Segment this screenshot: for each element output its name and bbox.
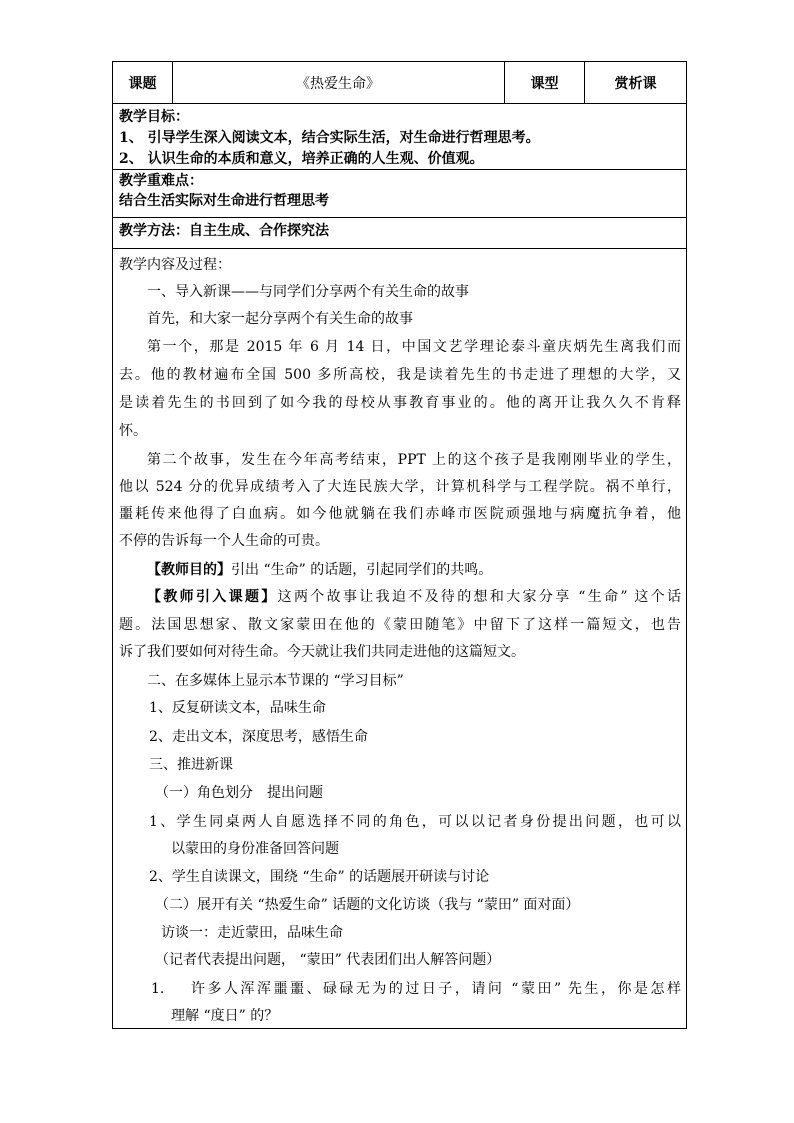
teaching-method: 教学方法：自主生成、合作探究法 (119, 223, 329, 239)
paragraph-line: 怀。 (119, 423, 147, 439)
paragraph-line: 不停的告诉每一个人生命的可贵。 (119, 533, 329, 549)
subsection-title: （二）展开有关 “热爱生命” 话题的文化访谈（我与 “蒙田” 面对面） (155, 897, 580, 913)
content-heading: 教学内容及过程： (119, 257, 231, 273)
row-divider (113, 248, 686, 249)
section-title: 三、推进新课 (149, 757, 233, 773)
list-item: 1、学生同桌两人自愿选择不同的角色，可以以记者身份提出问题，也可以 (149, 814, 681, 830)
lesson-plan-table (112, 61, 687, 1029)
section-title: 二、在多媒体上显示本节课的 “学习目标” (147, 673, 404, 689)
question-text-continued: 理解 “度日” 的？ (171, 1008, 279, 1024)
paragraph-line: 第二个故事，发生在今年高考结束，PPT 上的这个孩子是我刚刚毕业的学生， (147, 452, 681, 468)
lesson-title: 《热爱生命》 (296, 75, 380, 92)
paragraph-line: 是读着先生的书回到了如今我的母校从事教育事业的。他的离开让我久久不肯释 (119, 395, 681, 411)
teacher-intro-label: 【教师引入课题】 (147, 589, 278, 605)
topic-label: 课题 (128, 75, 157, 92)
paragraph-line: 诉了我们要如何对待生命。今天就让我们共同走进他的这篇短文。 (119, 644, 525, 660)
row-divider (113, 169, 686, 170)
type-label: 课型 (530, 75, 559, 92)
question-text: 许多人浑浑噩噩、碌碌无为的过日子，请问 “蒙田” 先生，你是怎样 (191, 981, 681, 997)
paragraph-line: 噩耗传来他得了白血病。如今他就躺在我们赤峰市医院顽强地与病魔抗争着，他 (119, 506, 681, 522)
paragraph-line: 去。他的教材遍布全国 500 多所高校，我是读着先生的书走进了理想的大学，又 (119, 367, 681, 383)
question-number: 1. (151, 981, 165, 997)
teacher-intro-text: 这两个故事让我迫不及待的想和大家分享 “生命” 这个话 (277, 589, 682, 605)
paragraph: 首先，和大家一起分享两个有关生命的故事 (147, 311, 413, 327)
objective-item: 1、 引导学生深入阅读文本，结合实际生活，对生命进行哲理思考。 (119, 130, 540, 146)
teacher-purpose-label: 【教师目的】 (147, 562, 231, 578)
section-title: 一、导入新课——与同学们分享两个有关生命的故事 (147, 284, 469, 300)
paragraph-line: 第一个，那是 2015 年 6 月 14 日，中国文艺学理论泰斗童庆炳先生离我们而 (147, 339, 681, 355)
teacher-purpose-text: 引出 “生命” 的话题，引起同学们的共鸣。 (231, 562, 493, 578)
key-points-heading: 教学重难点： (119, 173, 203, 189)
objective-item: 2、 认识生命的本质和意义，培养正确的人生观、价值观。 (119, 151, 484, 167)
list-item: 2、走出文本，深度思考，感悟生命 (149, 729, 368, 745)
paragraph-line: 题。法国思想家、散文家蒙田在他的《蒙田随笔》中留下了这样一篇短文，也告 (119, 617, 681, 633)
list-item: 2、学生自读课文，围绕 “生命” 的话题展开研读与讨论 (149, 869, 490, 885)
lesson-type: 赏析课 (614, 75, 657, 92)
teacher-purpose (119, 558, 681, 583)
subsection-title: （一）角色划分 提出问题 (155, 785, 323, 801)
key-points-text: 结合生活实际对生命进行哲理思考 (119, 193, 329, 209)
row-divider (113, 217, 686, 218)
list-item-continued: 以蒙田的身份准备回答问题 (171, 841, 339, 857)
objectives-heading: 教学目标： (119, 109, 189, 125)
teacher-intro (119, 585, 681, 610)
row-divider (113, 103, 686, 104)
list-item: 1、反复研读文本，品味生命 (149, 700, 326, 716)
interview-title: 访谈一：走近蒙田，品味生命 (161, 925, 343, 941)
interview-note: （记者代表提出问题， “蒙田” 代表团们出人解答问题） (155, 952, 501, 968)
paragraph-line: 他以 524 分的优异成绩考入了大连民族大学，计算机科学与工程学院。祸不单行， (119, 479, 681, 495)
